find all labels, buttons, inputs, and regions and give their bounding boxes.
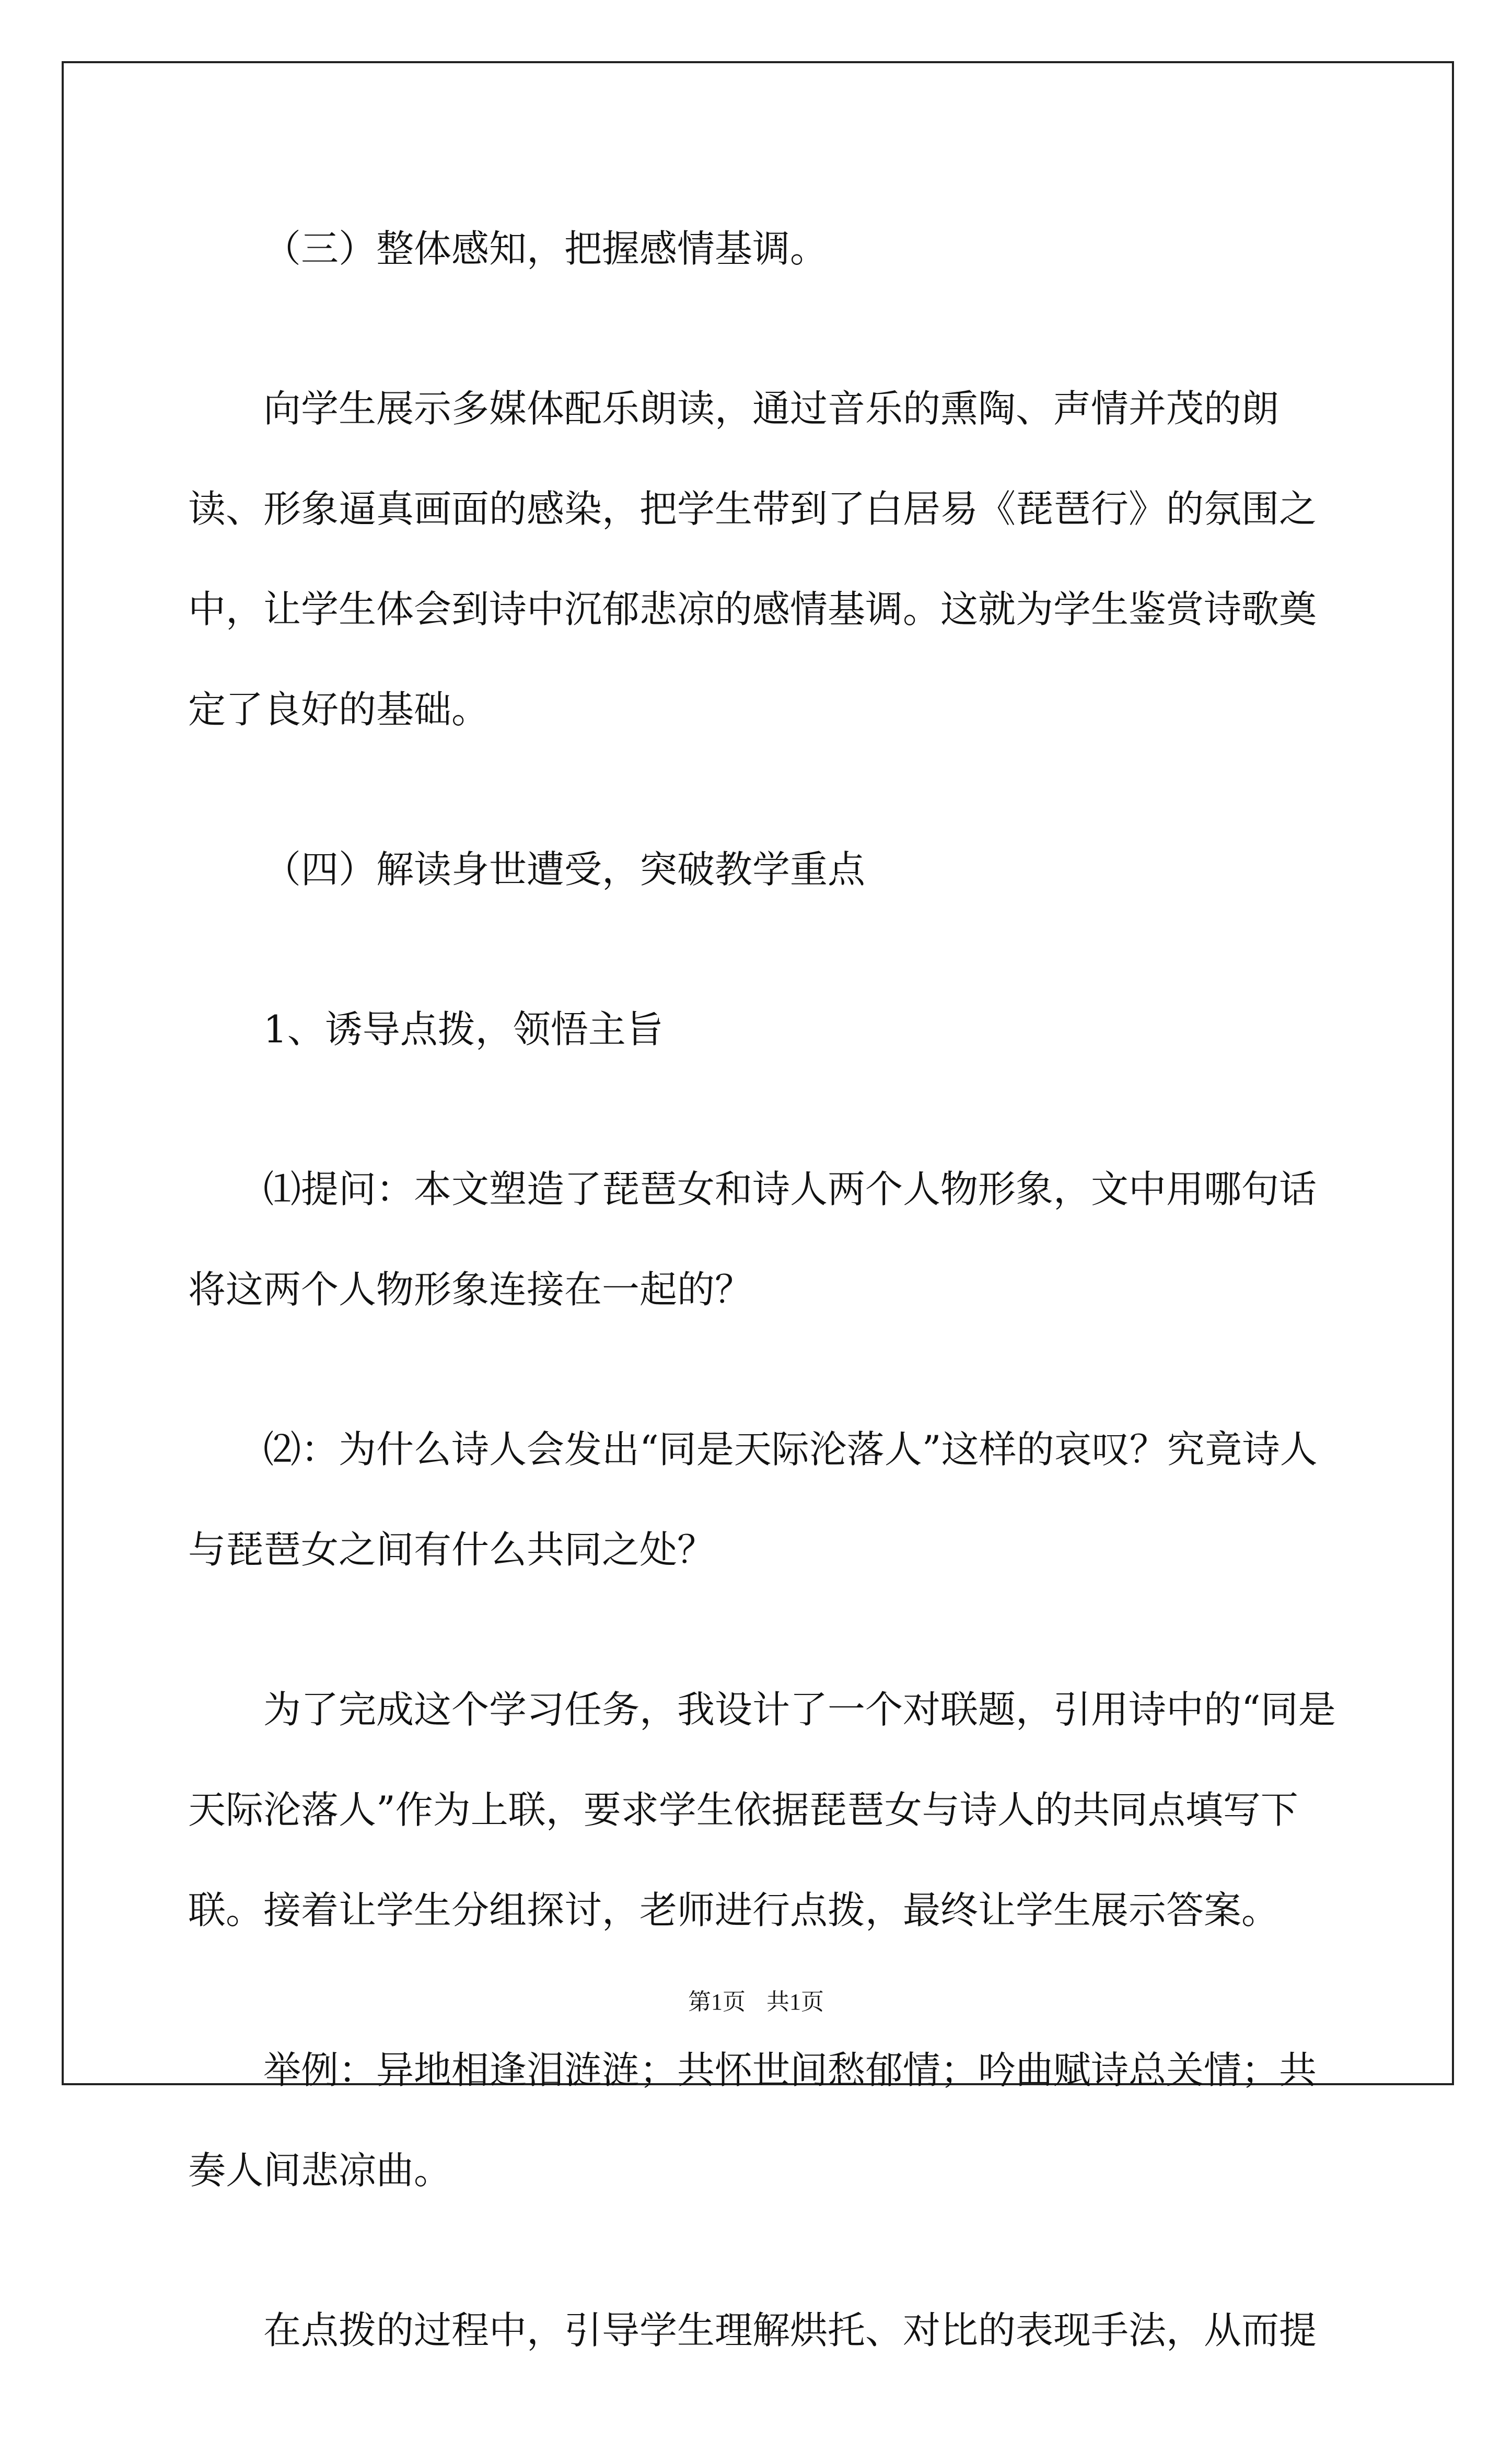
paragraph-couplet-task: 为了完成这个学习任务，我设计了一个对联题，引用诗中的“同是天际沦落人”作为上联，要求学生依据琵琶女与诗人的共同点填写下联。接着让学生分组探讨，老师进行点拨，最终让学生展示答案。 <box>188 1688 1336 1932</box>
paragraph-multimedia: 向学生展示多媒体配乐朗读，通过音乐的熏陶、声情并茂的朗读、形象逼真画面的感染，把学生带到了白居易《琵琶行》的氛围之中，让学生体会到诗中沉郁悲凉的感情基调。这就为学生鉴赏诗歌奠定了良好的基础。 <box>188 387 1317 731</box>
subheading-1: 1、诱导点拨，领悟主旨 <box>263 1007 664 1051</box>
question-2: ⑵：为什么诗人会发出“同是天际沦落人”这样的哀叹？究竟诗人与琵琶女之间有什么共同之处？ <box>188 1427 1318 1572</box>
page-total: 共1页 <box>766 1989 824 2015</box>
section-heading-4: （四）解读身世遭受，突破教学重点 <box>263 847 866 891</box>
page-number: 第1页 <box>688 1989 746 2015</box>
document-body <box>188 199 1337 2440</box>
question-1: ⑴提问：本文塑造了琵琶女和诗人两个人物形象，文中用哪句话将这两个人物形象连接在一起的？ <box>188 1167 1317 1311</box>
paragraph-examples: 举例：异地相逢泪涟涟；共怀世间愁郁情；吟曲赋诗总关情；共奏人间悲凉曲。 <box>188 2048 1317 2192</box>
paragraph-guidance: 在点拨的过程中，引导学生理解烘托、对比的表现手法，从而提 <box>263 2308 1317 2352</box>
section-heading-3: （三）整体感知，把握感情基调。 <box>263 227 828 271</box>
page-footer <box>0 1983 1512 2016</box>
